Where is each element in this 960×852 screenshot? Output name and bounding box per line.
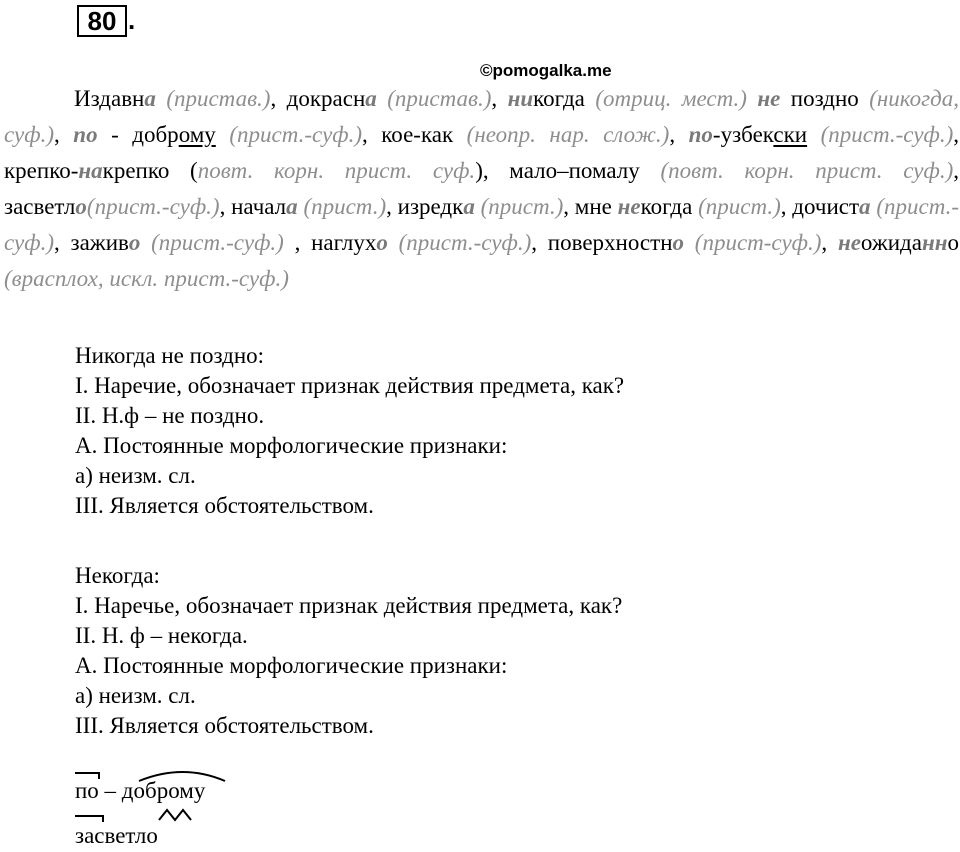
section-nekogda xyxy=(75,561,622,741)
morpheme-diagram-po-dobromu xyxy=(75,777,205,805)
prefix-mark xyxy=(75,773,99,779)
highlight-segment: о xyxy=(128,230,141,255)
section-line: Никогда не поздно: xyxy=(75,343,265,368)
text-segment: , начал xyxy=(219,194,287,219)
text-segment: -узбек xyxy=(712,122,774,147)
highlight-segment: о xyxy=(672,230,685,255)
comment-segment: (прист.-суф.) xyxy=(86,194,220,219)
text-segment: , зажив xyxy=(54,230,129,255)
text-segment: когда xyxy=(533,86,596,111)
text-segment xyxy=(156,86,166,111)
exercise-number-dot: . xyxy=(128,5,136,35)
text-segment: , мне xyxy=(563,194,618,219)
highlight-segment: а xyxy=(463,194,475,219)
highlight-segment: не xyxy=(617,194,641,219)
text-segment: , наглух xyxy=(283,230,377,255)
highlight-segment: не xyxy=(757,86,781,111)
text-segment xyxy=(807,122,821,147)
section-line: Некогда: xyxy=(75,563,160,588)
section-line: I. Наречье, обозначает признак действия предмета, как? xyxy=(75,593,623,618)
prefix-mark xyxy=(75,816,103,822)
comment-segment: (отриц. мест.) xyxy=(595,86,747,111)
text-segment: , xyxy=(669,122,689,147)
highlight-segment: о xyxy=(376,230,388,255)
text-segment: , крепко- xyxy=(4,122,960,183)
text-segment: ), мало–помалу xyxy=(475,158,661,183)
comment-segment: (пристав.) xyxy=(387,86,492,111)
morpheme-marks-zasvetlo xyxy=(75,822,205,852)
comment-segment: (повт. корн. прист. суф.) xyxy=(660,158,954,183)
text-segment xyxy=(140,230,151,255)
section-line: а) неизм. сл. xyxy=(75,683,196,708)
root-arc xyxy=(139,772,225,781)
comment-segment: (прист.) xyxy=(698,194,781,219)
comment-segment: (пристав.) xyxy=(166,86,271,111)
highlight-segment: а xyxy=(286,194,298,219)
text-segment: , xyxy=(54,122,74,147)
highlight-segment: а xyxy=(859,194,871,219)
text-segment: ожида xyxy=(860,230,922,255)
underlined-segment: ски xyxy=(773,122,808,147)
text-segment: крепко ( xyxy=(102,158,198,183)
highlight-segment: по xyxy=(688,122,713,147)
comment-segment: (прист.-суф.) xyxy=(820,122,954,147)
comment-segment: (врасплох, искл. прист.-суф.) xyxy=(4,266,289,291)
comment-segment: (прист.-суф.) xyxy=(151,230,284,255)
morpheme-diagram-zasvetlo xyxy=(75,822,158,850)
text-segment: , дочист xyxy=(780,194,860,219)
comment-segment: (неопр. нар. слож.) xyxy=(466,122,670,147)
comment-segment: (прист.-суф.) xyxy=(229,122,363,147)
text-segment xyxy=(684,230,695,255)
ending-box xyxy=(199,779,245,805)
text-segment: - добр xyxy=(97,122,179,147)
comment-segment: (прист.) xyxy=(480,194,564,219)
highlight-segment: на xyxy=(78,158,103,183)
highlight-segment: не xyxy=(837,230,861,255)
text-segment: , xyxy=(491,86,508,111)
underlined-segment: ому xyxy=(178,122,216,147)
text-segment xyxy=(388,230,399,255)
text-segment xyxy=(377,86,387,111)
section-line: А. Постоянные морфологические признаки: xyxy=(75,433,508,458)
morpheme-marks-po-dobromu xyxy=(75,777,255,807)
comment-segment: (никогда, суф.) xyxy=(4,86,960,147)
highlight-segment: а xyxy=(144,86,156,111)
text-segment: , поверхностн xyxy=(531,230,673,255)
section-line: а) неизм. сл. xyxy=(75,463,196,488)
text-segment xyxy=(216,122,230,147)
comment-segment: (прист-суф.) xyxy=(694,230,822,255)
comment-segment: (прист.-суф.) xyxy=(4,194,959,255)
morpheme-word: по – доброму xyxy=(75,778,206,803)
morpheme-word: засветло xyxy=(75,823,158,848)
text-segment: , кое-как xyxy=(362,122,467,147)
highlight-segment: о xyxy=(75,194,87,219)
text-segment: , xyxy=(270,86,287,111)
text-segment: когда xyxy=(640,194,699,219)
highlight-segment: нн xyxy=(921,230,948,255)
section-nikogda xyxy=(75,341,624,521)
comment-segment: (прист.-суф.) xyxy=(398,230,532,255)
analysis-paragraph xyxy=(4,81,959,297)
watermark: ©pomogalka.me xyxy=(480,61,612,80)
section-line: А. Постоянные морфологические признаки: xyxy=(75,653,508,678)
comment-segment: (прист.) xyxy=(303,194,387,219)
highlight-segment: а xyxy=(365,86,377,111)
section-line: II. Н.ф – не поздно. xyxy=(75,403,265,428)
text-segment: о xyxy=(947,230,960,255)
text-segment xyxy=(747,86,757,111)
text-segment: , изредк xyxy=(386,194,464,219)
highlight-segment: ни xyxy=(507,86,534,111)
section-line: I. Наречие, обозначает признак действия предмета, как? xyxy=(75,373,625,398)
exercise-number: 80 xyxy=(77,5,127,37)
section-line: III. Является обстоятельством. xyxy=(75,493,374,518)
suffix-mark xyxy=(159,810,191,820)
section-line: III. Является обстоятельством. xyxy=(75,713,374,738)
text-segment: поздно xyxy=(780,86,870,111)
text-segment: , xyxy=(821,230,838,255)
highlight-segment: по xyxy=(73,122,98,147)
comment-segment: повт. корн. прист. суф. xyxy=(197,158,476,183)
text-segment: Издавн xyxy=(74,86,145,111)
text-segment: докрасн xyxy=(286,86,366,111)
section-line: II. Н. ф – некогда. xyxy=(75,623,248,648)
text-segment: , засветл xyxy=(4,158,959,219)
